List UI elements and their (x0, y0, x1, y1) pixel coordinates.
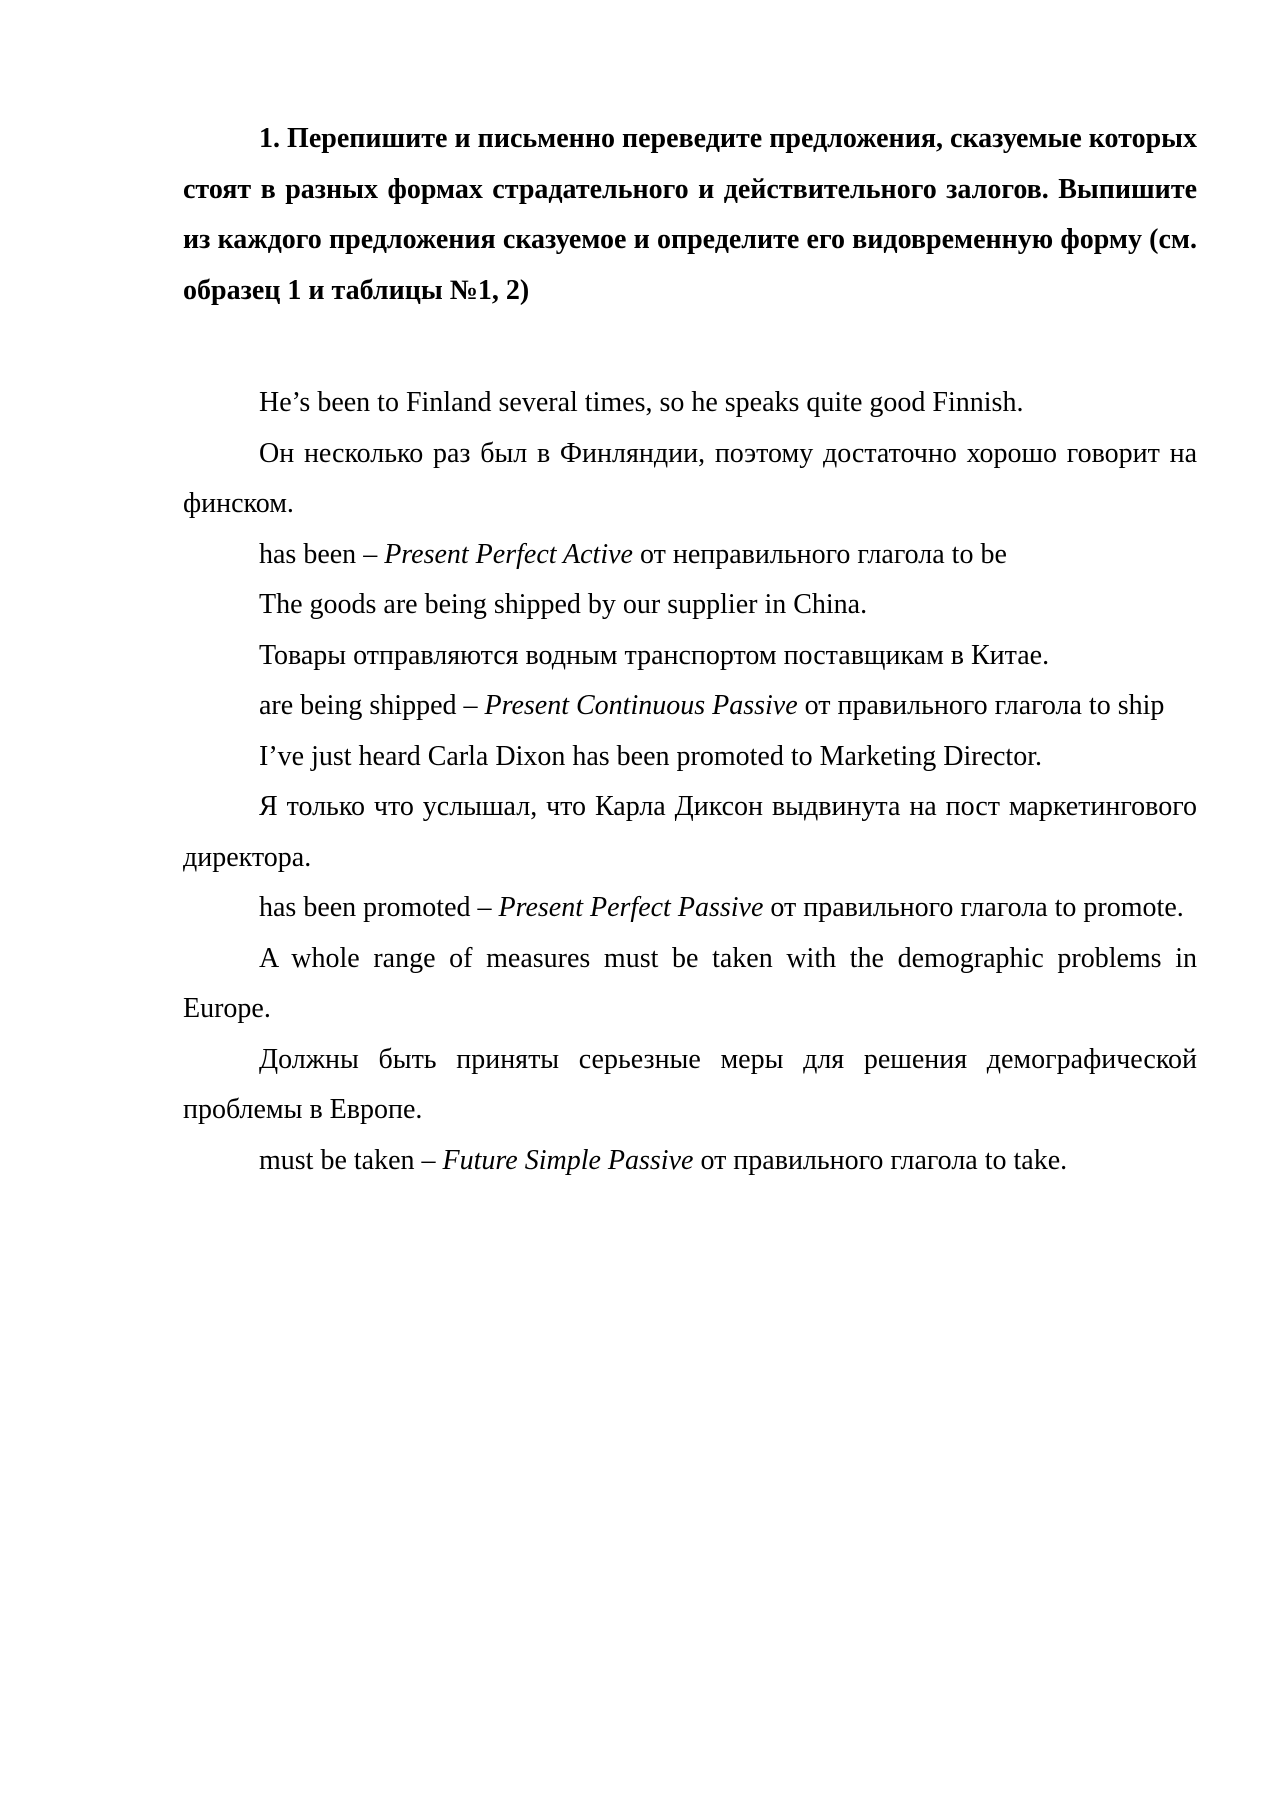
exercise-body (183, 378, 1197, 1186)
russian-translation-2: Товары отправляются водным транспортом поставщикам в Китае. (259, 639, 1050, 671)
task-heading: 1. Перепишите и письменно переведите предложения, сказуемые которых стоят в разных формах страдательного и действительного залогов. Выпишите из каждого предложения сказуемое и определите его видовременную форму (см. образец 1 и таблицы №1, 2) (183, 123, 1197, 306)
predicate-text: has been promoted (259, 892, 471, 923)
predicate-analysis-3 (183, 883, 1197, 934)
predicate-text: must be taken (259, 1144, 415, 1176)
predicate-analysis-1 (183, 530, 1197, 581)
english-sentence-4: A whole range of measures must be taken with the demographic problems in Europe. (183, 942, 1197, 1024)
dash: – (470, 892, 499, 923)
russian-translation-4: Должны быть приняты серьезные меры для решения демографической проблемы в Европе. (183, 1043, 1197, 1125)
predicate-text: has been (259, 538, 357, 570)
tense-form: Present Perfect Passive (498, 892, 764, 923)
english-sentence-3: I’ve just heard Carla Dixon has been promoted to Marketing Director. (259, 740, 1042, 772)
tense-form: Present Perfect Active (384, 538, 633, 570)
tense-form: Future Simple Passive (442, 1144, 694, 1176)
dash: – (356, 538, 385, 570)
predicate-text: are being shipped (259, 690, 457, 721)
document-page (183, 114, 1197, 1186)
dash: – (456, 690, 485, 721)
english-sentence-2: The goods are being shipped by our supplier in China. (259, 589, 868, 620)
predicate-analysis-4 (183, 1136, 1197, 1187)
dash: – (414, 1144, 443, 1176)
verb-note: от правильного глагола to ship (797, 690, 1165, 721)
verb-note: от правильного глагола to take. (693, 1144, 1068, 1176)
predicate-analysis-2 (183, 681, 1197, 732)
verb-note: от неправильного глагола to be (632, 538, 1007, 570)
russian-translation-1: Он несколько раз был в Финляндии, поэтому достаточно хорошо говорит на финском. (183, 437, 1197, 519)
verb-note: от правильного глагола to promote. (763, 892, 1184, 923)
russian-translation-3: Я только что услышал, что Карла Диксон выдвинута на пост маркетингового директора. (183, 791, 1197, 873)
tense-form: Present Continuous Passive (484, 690, 798, 721)
english-sentence-1: He’s been to Finland several times, so he speaks quite good Finnish. (259, 387, 1024, 418)
